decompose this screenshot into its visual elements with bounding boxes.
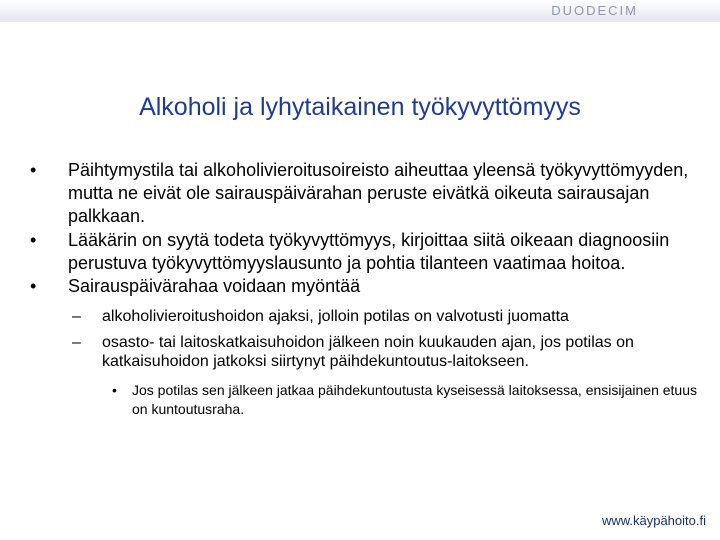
sub-bullet-item <box>72 333 700 372</box>
dash-mark: – <box>72 308 81 326</box>
sub-sub-bullet-text: Jos potilas sen jälkeen jatkaa päihdekuntoutusta kyseisessä laitoksessa, ensisijainen etuus on kuntoutusraha. <box>132 381 698 417</box>
header-bar <box>0 0 720 22</box>
sub-bullet-text: alkoholivieroitushoidon ajaksi, jolloin potilas on valvotusti juomatta <box>102 308 569 326</box>
slide-content <box>30 159 700 419</box>
slide-title: Alkoholi ja lyhytaikainen työkyvyttömyys <box>139 93 581 121</box>
brand-logo: DUODECIM <box>551 3 638 18</box>
bullet-item <box>30 159 700 229</box>
sub-sub-bullet-item <box>112 381 700 419</box>
bullet-text: Päihtymystila tai alkoholivieroitusoireisto aiheuttaa yleensä työkyvyttömyyden, mutta ne eivät ole sairauspäivärahan peruste eivätkä oikeuta sairausajan palkkaan. <box>68 160 689 227</box>
bullet-item <box>30 275 700 298</box>
bullet-item <box>30 229 700 275</box>
bullet-mark: • <box>30 160 37 180</box>
footer-url: www.käypähoito.fi <box>601 513 706 528</box>
sub-bullet-text: osasto- tai laitoskatkaisuhoidon jälkeen noin kuukauden ajan, jos potilas on katkaisuhoidon jatkoksi siirtynyt päihdekuntoutus-laitokseen. <box>102 333 634 371</box>
bullet-mark: • <box>30 276 37 297</box>
bullet-mark: • <box>112 381 117 398</box>
dash-mark: – <box>72 333 81 351</box>
bullet-mark: • <box>30 229 37 250</box>
sub-bullet-item <box>72 307 700 327</box>
bullet-text: Sairauspäivärahaa voidaan myöntää <box>68 276 361 297</box>
bullet-text: Lääkärin on syytä todeta työkyvyttömyys, kirjoittaa siitä oikeaan diagnoosiin perustuva työkyvyttömyyslausunto ja pohtia tilanteen vaatimaa hoitoa. <box>68 229 670 273</box>
